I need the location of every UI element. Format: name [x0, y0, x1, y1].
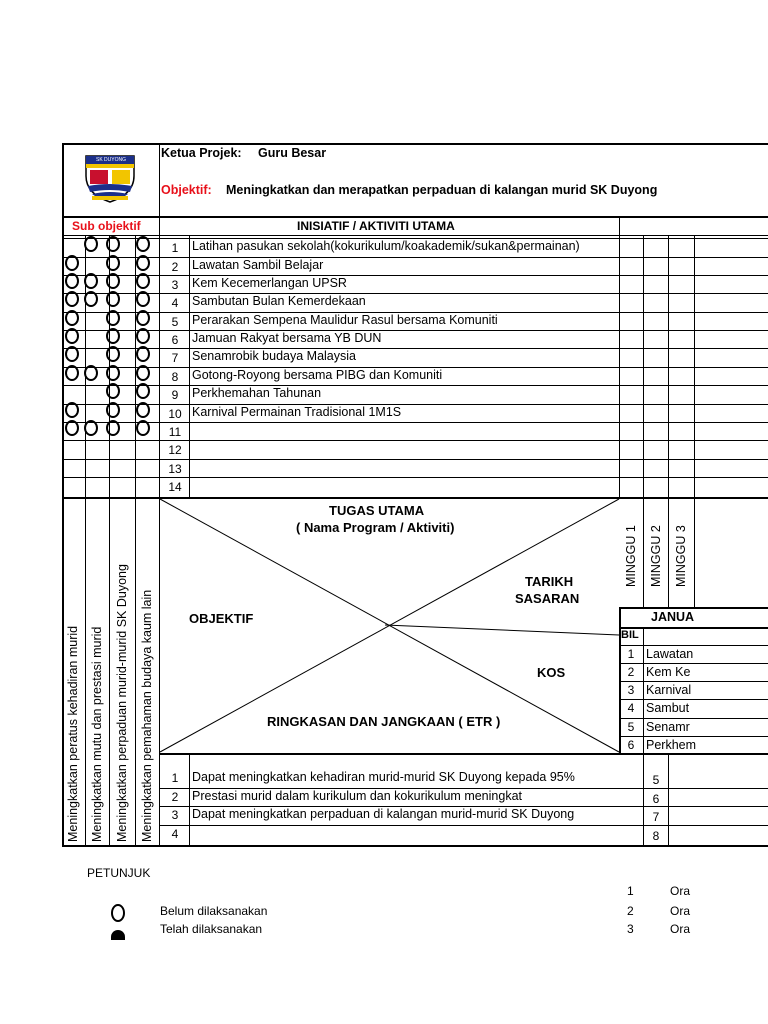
open-circle-icon [136, 291, 150, 307]
sub-objective-2: Meningkatkan mutu dan prestasi murid [90, 626, 104, 842]
sub-objective-4: Meningkatkan pemahaman budaya kaum lain [140, 589, 154, 842]
bil-row-divider [619, 681, 768, 682]
diagram-sasaran: SASARAN [515, 591, 580, 606]
legend-right-label: Ora [670, 922, 691, 936]
school-crest-icon [82, 150, 138, 204]
open-circle-icon [106, 291, 120, 307]
etr-label: Dapat meningkatkan kehadiran murid-murid SK Duyong kepada 95% [192, 770, 575, 784]
bil-label: Senamr [646, 720, 690, 734]
open-circle-icon [136, 236, 150, 252]
bil-row-divider [619, 736, 768, 737]
legend-right-number: 3 [627, 922, 634, 936]
row-divider [62, 440, 768, 441]
open-circle-icon [65, 402, 79, 418]
legend-right-label: Ora [670, 884, 691, 898]
row-divider [62, 385, 768, 386]
open-circle-icon [136, 365, 150, 381]
activity-number: 11 [168, 425, 182, 439]
ketua-value: Guru Besar [258, 146, 327, 160]
open-circle-icon [84, 420, 98, 436]
week-2-header: MINGGU 2 [649, 525, 663, 587]
bil-row-divider [619, 699, 768, 700]
open-circle-icon [84, 291, 98, 307]
open-circle-icon [106, 346, 120, 362]
activity-label: Perkhemahan Tahunan [192, 386, 322, 400]
ketua-label: Ketua Projek: [161, 146, 242, 160]
activity-label: Karnival Permainan Tradisional 1M1S [192, 405, 402, 419]
row-divider [62, 459, 768, 460]
row-divider [62, 293, 768, 294]
activity-number: 6 [171, 333, 179, 347]
etr-right-number: 8 [652, 829, 660, 843]
row-divider [62, 330, 768, 331]
bil-number: 5 [627, 720, 635, 734]
legend-right-number: 2 [627, 904, 634, 918]
legend-right-number: 1 [627, 884, 634, 898]
etr-number: 2 [171, 790, 179, 804]
bil-number: 2 [627, 665, 635, 679]
bil-number: 3 [627, 683, 635, 697]
activity-label: Perarakan Sempena Maulidur Rasul bersama Komuniti [192, 313, 498, 327]
month-header: JANUA [651, 610, 695, 624]
row-divider [62, 275, 768, 276]
week-1-header: MINGGU 1 [624, 525, 638, 587]
open-circle-icon [136, 310, 150, 326]
open-circle-icon [136, 273, 150, 289]
open-circle-icon [106, 402, 120, 418]
open-circle-icon [65, 255, 79, 271]
week-3-header: MINGGU 3 [674, 525, 688, 587]
etr-number: 1 [171, 771, 179, 785]
bil-number: 4 [627, 701, 635, 715]
diagram-kos: KOS [537, 665, 566, 680]
activity-label: Sambutan Bulan Kemerdekaan [192, 294, 366, 308]
open-circle-icon [65, 420, 79, 436]
open-circle-icon [65, 291, 79, 307]
open-circle-icon [84, 273, 98, 289]
legend-telah: Telah dilaksanakan [160, 922, 263, 936]
open-circle-icon [106, 236, 120, 252]
activity-number: 8 [171, 370, 179, 384]
activity-label: Gotong-Royong bersama PIBG dan Komuniti [192, 368, 443, 382]
activity-number: 4 [171, 296, 179, 310]
etr-row-divider [159, 825, 768, 826]
open-circle-icon [136, 420, 150, 436]
activity-number: 14 [168, 480, 182, 494]
etr-number: 4 [171, 827, 179, 841]
activity-number: 10 [168, 407, 182, 421]
etr-label: Dapat meningkatkan perpaduan di kalangan murid-murid SK Duyong [192, 807, 575, 821]
legend-belum: Belum dilaksanakan [160, 904, 268, 918]
bil-header: BIL [621, 629, 639, 641]
row-divider [62, 348, 768, 349]
open-circle-icon [65, 365, 79, 381]
open-circle-icon [136, 328, 150, 344]
open-circle-icon [106, 255, 120, 271]
bil-row-divider [619, 663, 768, 664]
etr-label: Prestasi murid dalam kurikulum dan kokurikulum meningkat [192, 789, 522, 803]
open-circle-icon [106, 420, 120, 436]
logo-motto: SK DUYONG [96, 157, 127, 163]
diagram-subtitle: ( Nama Program / Aktiviti) [296, 520, 455, 535]
open-circle-icon [65, 328, 79, 344]
open-circle-icon [65, 310, 79, 326]
diagram-title: TUGAS UTAMA [329, 503, 425, 518]
diagram-objektif: OBJEKTIF [189, 611, 254, 626]
open-circle-icon [106, 383, 120, 399]
etr-right-number: 7 [652, 810, 660, 824]
open-circle-icon [106, 365, 120, 381]
activity-label: Latihan pasukan sekolah(kokurikulum/koakademik/sukan&permainan) [192, 239, 580, 253]
sub-objective-1: Meningkatkan peratus kehadiran murid [66, 625, 80, 842]
open-circle-icon [106, 310, 120, 326]
row-divider [62, 422, 768, 423]
etr-right-number: 5 [652, 773, 660, 787]
diagram-tarikh: TARIKH [525, 574, 574, 589]
bil-label: Lawatan [646, 647, 694, 661]
row-divider [62, 257, 768, 258]
etr-right-number: 6 [652, 792, 660, 806]
activity-number: 12 [168, 443, 182, 457]
open-circle-icon [65, 346, 79, 362]
activity-number: 2 [171, 260, 179, 274]
bil-number: 6 [627, 738, 635, 752]
open-circle-icon [84, 236, 98, 252]
bil-row-divider [619, 718, 768, 719]
open-circle-icon [106, 328, 120, 344]
bil-label: Perkhem [646, 738, 697, 752]
bil-number: 1 [627, 647, 635, 661]
inisiatif-header: INISIATIF / AKTIVITI UTAMA [297, 219, 455, 233]
activity-label: Senamrobik budaya Malaysia [192, 349, 356, 363]
objektif-label: Objektif: [161, 183, 212, 197]
objektif-value: Meningkatkan dan merapatkan perpaduan di kalangan murid SK Duyong [226, 183, 658, 197]
open-circle-icon [111, 904, 125, 922]
open-circle-icon [65, 273, 79, 289]
sub-objective-3: Meningkatkan perpaduan murid-murid SK Duyong [115, 564, 129, 842]
diagram-ringkasan: RINGKASAN DAN JANGKAAN ( ETR ) [267, 714, 501, 729]
open-circle-icon [106, 273, 120, 289]
activity-label: Jamuan Rakyat bersama YB DUN [192, 331, 382, 345]
activity-label: Kem Kecemerlangan UPSR [192, 276, 347, 290]
bil-row-divider [619, 645, 768, 646]
bil-label: Kem Ke [646, 665, 691, 679]
bil-label: Sambut [646, 701, 690, 715]
legend-title: PETUNJUK [87, 866, 151, 880]
activity-number: 9 [171, 388, 179, 402]
activity-number: 7 [171, 351, 179, 365]
row-divider [62, 477, 768, 478]
open-circle-icon [136, 383, 150, 399]
activity-number: 3 [171, 278, 179, 292]
activity-number: 5 [171, 315, 179, 329]
open-circle-icon [84, 365, 98, 381]
activity-label: Lawatan Sambil Belajar [192, 258, 324, 272]
open-circle-icon [136, 346, 150, 362]
legend-right-label: Ora [670, 904, 691, 918]
row-divider [62, 404, 768, 405]
bil-label: Karnival [646, 683, 692, 697]
activity-number: 13 [168, 462, 182, 476]
open-circle-icon [136, 255, 150, 271]
sub-objektif-header: Sub objektif [72, 219, 141, 233]
activity-number: 1 [171, 241, 179, 255]
etr-number: 3 [171, 808, 179, 822]
filled-circle-icon [111, 930, 125, 940]
open-circle-icon [136, 402, 150, 418]
